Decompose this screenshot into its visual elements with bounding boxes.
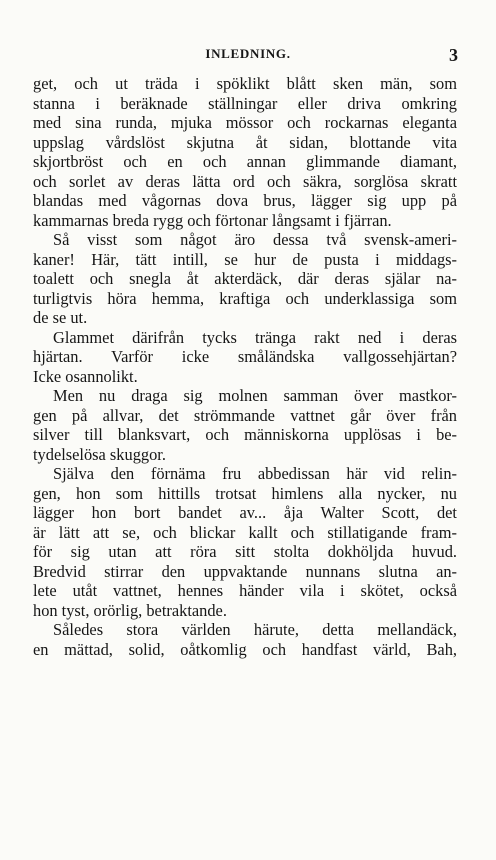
text-line: lägger hon bort bandet av... åja Walter Scott, det	[33, 503, 457, 522]
text-line: stanna i beräknade ställningar eller driva omkring	[33, 93, 457, 113]
text-line: Icke osannolikt.	[33, 366, 138, 386]
text-line: get, och ut träda i spöklikt blått sken män, som	[33, 74, 457, 93]
text-line: gen, hon som hittills trotsat himlens alla nycker, nu	[33, 483, 457, 503]
text-line: lete utåt vattnet, hennes händer vila i skötet, också	[33, 581, 457, 600]
text-line: Således stora världen härute, detta mellandäck,	[53, 620, 457, 639]
text-line: Men nu draga sig molnen samman över mastkor-	[53, 386, 457, 405]
page-header	[0, 46, 496, 66]
text-line: de se ut.	[33, 308, 88, 327]
text-line: Bredvid stirrar den uppvaktande nunnans slutna an-	[33, 561, 457, 581]
body-text	[33, 74, 457, 659]
running-head: INLEDNING.	[205, 46, 291, 61]
text-line: Så visst som något äro dessa två svensk-ameri-	[53, 230, 457, 249]
text-line: en mättad, solid, oåtkomlig och handfast värld, Bah,	[33, 639, 457, 659]
text-line: hjärtan. Varför icke småländska vallgossehjärtan?	[33, 347, 457, 366]
text-line: med sina runda, mjuka mössor och rockarnas eleganta	[33, 113, 457, 132]
text-line: för sig utan att röra sitt stolta dokhöljda huvud.	[33, 542, 457, 561]
text-line: skjortbröst och en och annan glimmande diamant,	[33, 152, 457, 171]
text-line: tydelselösa skuggor.	[33, 444, 166, 464]
text-line: uppslag vårdslöst skjutna åt sidan, blottande vita	[33, 132, 457, 152]
text-line: blandas med vågornas dova brus, lägger sig upp på	[33, 191, 457, 210]
text-line: silver till blanksvart, och människorna upplösas i be-	[33, 425, 457, 444]
text-line: turligtvis höra hemma, kraftiga och underklassiga som	[33, 288, 457, 308]
text-line: Själva den förnäma fru abbedissan här vid relin-	[53, 464, 457, 483]
text-line: kammarnas breda rygg och förtonar långsamt i fjärran.	[33, 210, 392, 230]
text-line: Glammet därifrån tycks tränga rakt ned i deras	[53, 327, 457, 347]
text-line: kaner! Här, tätt intill, se hur de pusta i middags-	[33, 249, 457, 269]
text-line: toalett och snegla åt akterdäck, där deras själar na-	[33, 269, 457, 288]
page-number: 3	[449, 45, 458, 65]
text-line: hon tyst, orörlig, betraktande.	[33, 600, 227, 620]
text-line: gen på allvar, det strömmande vattnet går över från	[33, 405, 457, 425]
text-line: är lätt att se, och blickar kallt och stillatigande fram-	[33, 522, 457, 542]
text-line: och sorlet av deras lätta ord och säkra, sorglösa skratt	[33, 171, 457, 191]
